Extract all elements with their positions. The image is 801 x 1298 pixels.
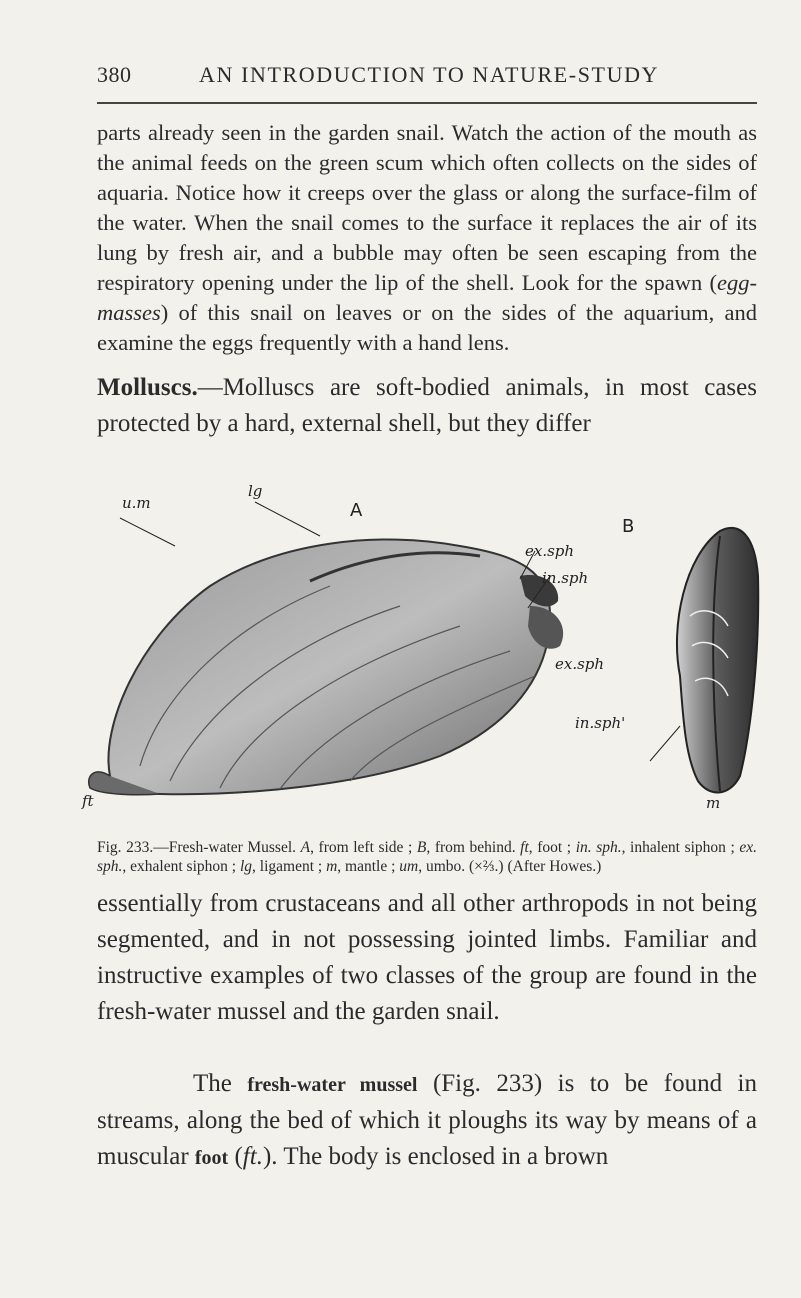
label-insph-top: in.sph [542, 569, 589, 587]
label-B: B [622, 516, 635, 537]
label-m: m [706, 794, 721, 812]
running-head: AN INTRODUCTION TO NATURE-STUDY [199, 62, 660, 87]
label-um: u.m [122, 494, 151, 512]
section-lead: Molluscs. [97, 374, 198, 401]
mussel-figure [80, 476, 760, 836]
mussel-behind-view [677, 528, 758, 792]
label-lg: lg [248, 482, 263, 500]
figure-caption: Fig. 233.—Fresh-water Mussel. A, from left side ; B, from behind. ft, foot ; in. sph., inhalent siphon ; ex. sph., exhalent siphon ; lg, ligament ; m, mantle ; um, umbo. (×⅔.) (After Howes.) [97, 839, 758, 875]
paragraph-snail-observation: parts already seen in the garden snail. Watch the action of the mouth as the animal feeds on the green scum which often collects on the sides of aquaria. Notice how it creeps over the glass or along the surface-film of the water. When the snail comes to the surface it replaces the air of its lung by fresh air, and a bubble may often be seen escaping from the respiratory opening under the lip of the shell. Look for the spawn (egg-masses) of this snail on leaves or on the sides of the aquarium, and examine the eggs frequently with a hand lens. [97, 120, 757, 355]
mussel-side-view [89, 539, 563, 794]
label-exsph-mid: ex.sph [555, 655, 605, 673]
label-A: A [350, 500, 363, 521]
paragraph-differences: essentially from crustaceans and all other arthropods in not being segmented, and in not possessing jointed limbs. Familiar and instructive examples of two classes of the group are found in the fresh-water mussel and the garden snail. [97, 890, 757, 1025]
label-insph-low: in.sph' [575, 714, 626, 732]
page-header [97, 62, 757, 104]
page-number: 380 [97, 62, 132, 87]
paragraph-molluscs: Molluscs.—Molluscs are soft-bodied animals, in most cases protected by a hard, external shell, but they differ [97, 374, 757, 437]
paragraph-fresh-water-mussel: The fresh-water mussel (Fig. 233) is to be found in streams, along the bed of which it ploughs its way by means of a muscular foot (ft.). The body is enclosed in a brown [97, 1070, 757, 1170]
label-exsph-top: ex.sph [525, 542, 575, 560]
label-ft: ft [82, 792, 94, 810]
